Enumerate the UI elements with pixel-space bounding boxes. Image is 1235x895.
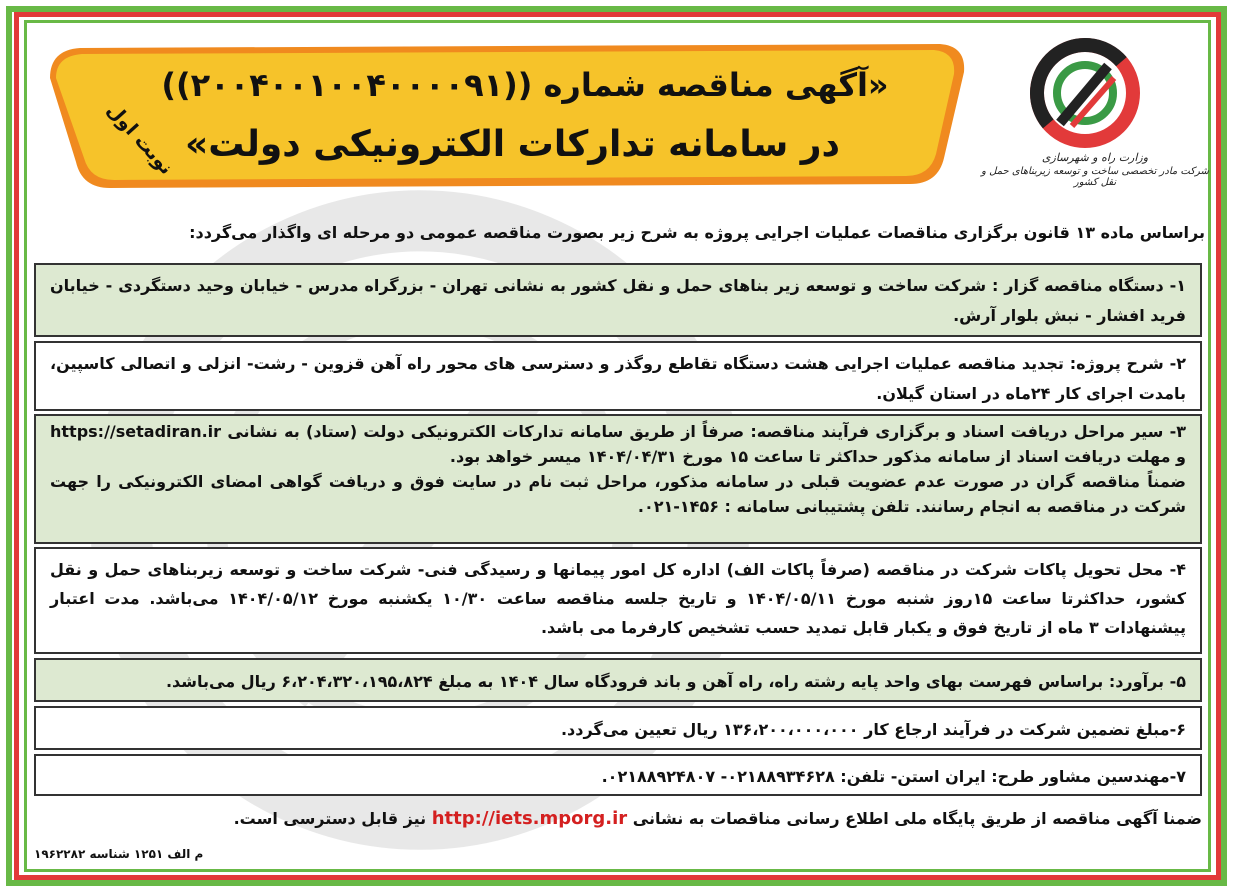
clause-1-tender-organizer <box>34 263 1202 337</box>
footer-text-before: ضمنا آگهی مناقصه از طریق پایگاه ملی اطلاع رسانی مناقصات به نشانی <box>632 809 1202 828</box>
company-logo-icon <box>1030 38 1140 148</box>
clause-6-guarantee <box>34 706 1202 750</box>
clause-4-text: ۴- محل تحویل پاکات شرکت در مناقصه (صرفاً پاکات الف) اداره کل امور پیمانها و رسیدگی فنی- شرکت ساخت و توسعه زیربناهای حمل و نقل کشور، حداکثرتا ساعت ۱۵روز شنبه مورخ ۱۴۰۴/۰۵/۱۱ و تاریخ جلسه مناقصه ساعت ۱۰/۳۰ یکشنبه مورخ ۱۴۰۴/۰۵/۱۲ می‌باشد. مدت اعتبار پیشنهادات ۳ ماه از تاریخ فوق و یکبار قابل تمدید حسب تشخیص کارفرما می باشد. <box>50 560 1187 637</box>
clause-3-text-part1: ۳- سیر مراحل دریافت اسناد و برگزاری فرآیند مناقصه: صرفاً از طریق سامانه تدارکات الکترونیکی دولت (ستاد) به نشانی <box>227 422 1186 441</box>
clause-3-document-process <box>34 414 1202 544</box>
announcement-title-line1: «آگهی مناقصه شماره ((۲۰۰۴۰۰۱۰۰۴۰۰۰۰۹۱)) <box>161 66 889 104</box>
title-banner <box>40 38 970 190</box>
publication-code: م الف ۱۲۵۱ شناسه ۱۹۶۲۲۸۲ <box>34 847 204 861</box>
ministry-name: وزارت راه و شهرسازی <box>1041 151 1149 164</box>
company-name: شرکت مادر تخصصی ساخت و توسعه زیربناهای حمل و نقل کشور <box>981 166 1209 188</box>
clause-3-text-part2: و مهلت دریافت اسناد از سامانه مذکور حداکثر تا ساعت ۱۵ مورخ ۱۴۰۴/۰۴/۳۱ میسر خواهد بود. <box>449 447 1186 466</box>
clause-4-delivery <box>34 547 1202 654</box>
setadiran-link[interactable]: https://setadiran.ir <box>50 422 222 441</box>
clause-5-text: ۵- برآورد: براساس فهرست بهای واحد پایه رشته راه، راه آهن و باند فرودگاه سال ۱۴۰۴ به مبلغ ۶،۲۰۴،۳۲۰،۱۹۵،۸۲۴ ریال می‌باشد. <box>165 672 1186 691</box>
round-label: نوبت اول <box>102 99 178 179</box>
footer-note <box>34 808 1202 829</box>
intro-text: براساس ماده ۱۳ قانون برگزاری مناقصات عملیات اجرایی پروژه به شرح زیر بصورت مناقصه عمومی دو مرحله ای واگذار می‌گردد: <box>189 223 1205 242</box>
clause-6-text: ۶-مبلغ تضمین شرکت در فرآیند ارجاع کار ۱۳۶،۲۰۰،۰۰۰،۰۰۰ ریال تعیین می‌گردد. <box>560 720 1186 739</box>
footer-text-after: نیز قابل دسترسی است. <box>233 809 427 828</box>
clause-3-text-part3: ضمناً مناقصه گران در صورت عدم عضویت قبلی در سامانه مذکور، مراحل ثبت نام در سایت فوق و دریافت گواهی امضای الکترونیکی را جهت شرکت در مناقصه به انجام رسانند. تلفن پشتیبانی سامانه : ۱۴۵۶-۰۲۱. <box>50 472 1186 516</box>
clause-7-consultant <box>34 754 1202 796</box>
clause-5-estimate <box>34 658 1202 702</box>
clause-1-text: ۱- دستگاه مناقصه گزار : شرکت ساخت و توسعه زیر بناهای حمل و نقل کشور به نشانی تهران - بزرگراه مدرس - خیابان وحید دستگردی - خیابان فرید افشار - نبش بلوار آرش. <box>50 276 1186 325</box>
announcement-title-line2: در سامانه تدارکات الکترونیکی دولت» <box>185 124 840 165</box>
clause-7-text: ۷-مهندسین مشاور طرح: ایران استن- تلفن: ۰۲۱۸۸۹۳۴۶۲۸- ۰۲۱۸۸۹۲۴۸۰۷. <box>601 767 1186 786</box>
clause-2-text: ۲- شرح پروژه: تجدید مناقصه عملیات اجرایی هشت دستگاه تقاطع روگذر و دسترسی های محور راه آهن قزوین - رشت- انزلی و اتصالی کاسپین، بامدت اجرای کار ۲۴ماه در استان گیلان. <box>50 354 1186 403</box>
iets-link[interactable]: http://iets.mporg.ir <box>431 808 628 829</box>
clause-2-project-description <box>34 341 1202 411</box>
